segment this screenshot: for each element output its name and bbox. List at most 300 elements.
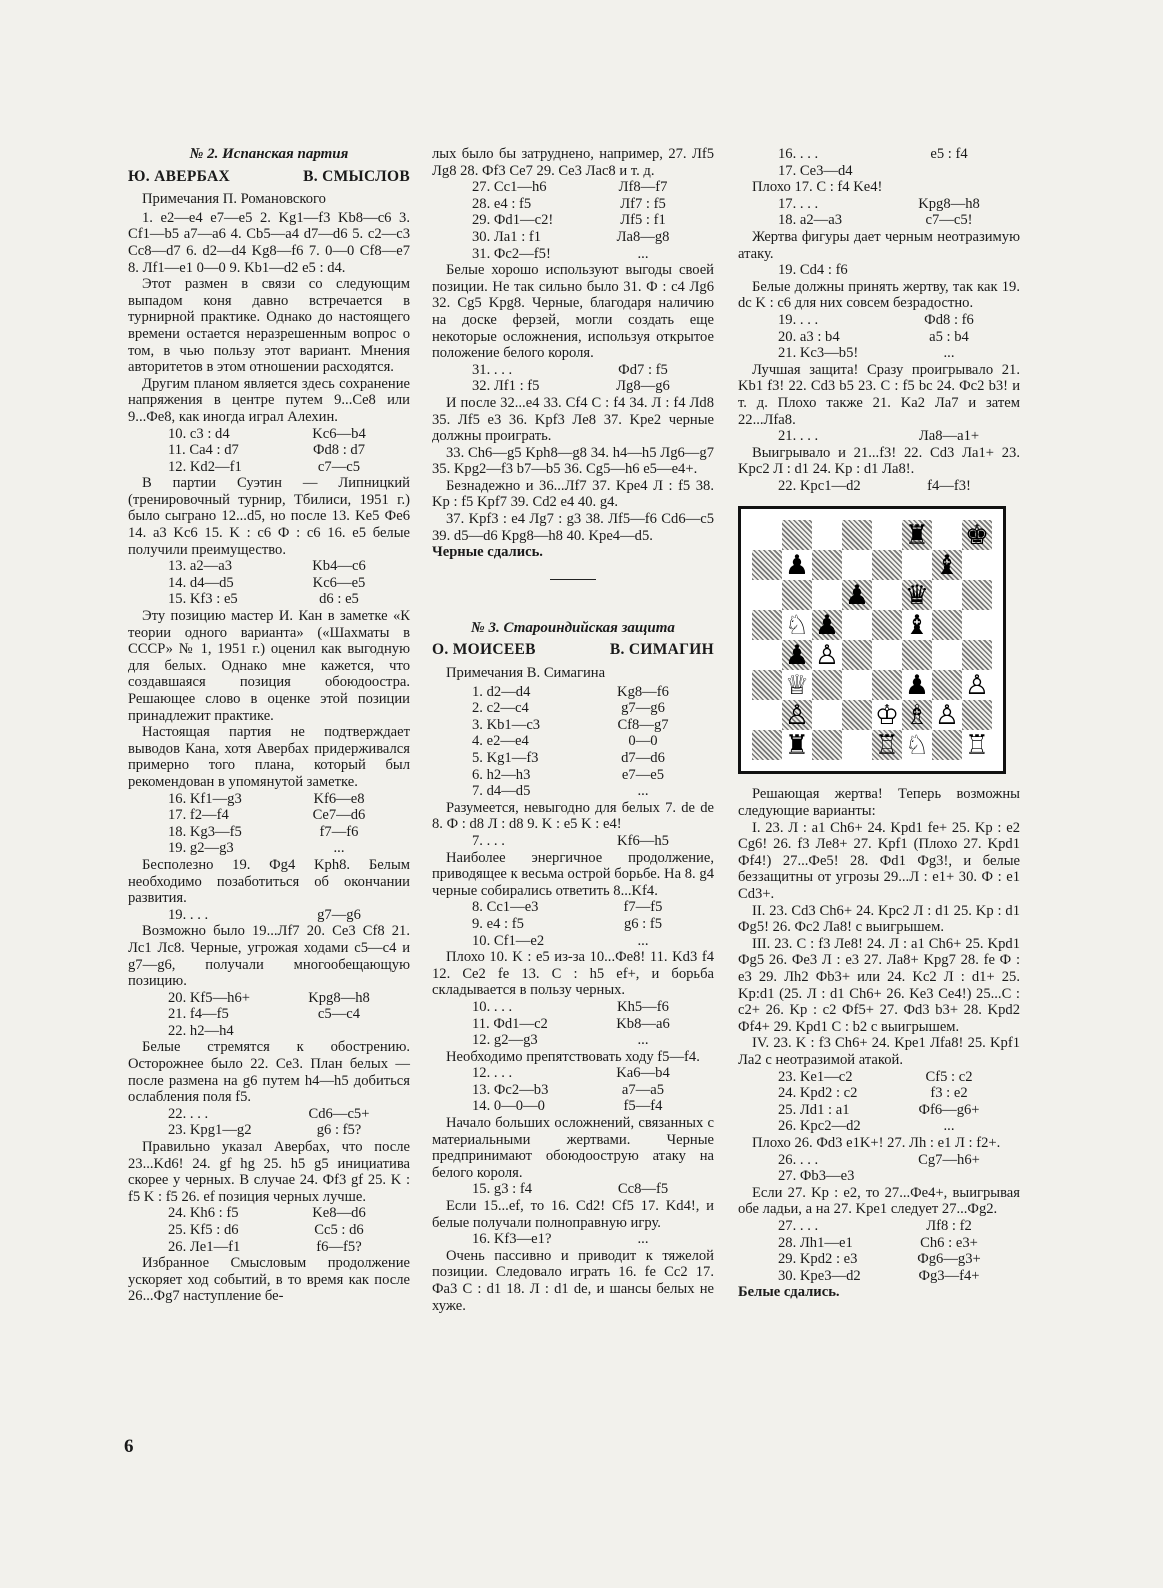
- move-row: [738, 428, 1020, 445]
- board-square: [812, 520, 842, 550]
- paragraph: Жертва фигуры дает черным неотразимую атаку.: [738, 228, 1020, 262]
- move-list: [128, 426, 410, 476]
- chess-piece: ♝: [934, 549, 960, 581]
- black-move: a7—a5: [621, 1081, 665, 1098]
- move-row: [432, 1181, 714, 1198]
- chess-piece: ♜: [904, 519, 930, 551]
- black-move: ...: [637, 245, 649, 262]
- move-row: [128, 791, 410, 808]
- paragraph: Правильно указал Авербах, что после 23...Kd6! 24. gf hg 25. h5 g5 инициатива скорее у черных. В случае 24. Фf3 gf 25. K : f5 K : f5 26. ef позиция черных лучше.: [128, 1139, 410, 1205]
- white-move: 22. Kpc1—d2: [778, 477, 861, 494]
- paragraph: В партии Суэтин — Липницкий (тренировочный турнир, Тбилиси, 1951 г.) было сыграно 12...d5, но после 13. Ke5 Фe6 14. a3 Kc6 15. K : c6 Ф : c6 16. e5 белые получили преимущество.: [128, 475, 410, 558]
- move-list: [738, 1218, 1020, 1284]
- board-square: [752, 610, 782, 640]
- board-square: [872, 730, 902, 760]
- chess-piece: ♜: [784, 729, 810, 761]
- board-square: [842, 640, 872, 670]
- board-square: [752, 640, 782, 670]
- board-square: [842, 520, 872, 550]
- move-row: [128, 807, 410, 824]
- white-move: 1. d2—d4: [472, 683, 531, 700]
- move-list: [432, 1231, 714, 1248]
- board-square: [782, 670, 812, 700]
- board-square: [812, 640, 842, 670]
- white-move: 19. g2—g3: [168, 840, 234, 857]
- move-row: [128, 1205, 410, 1222]
- white-move: 8. Cc1—e3: [472, 899, 539, 916]
- board-square: [752, 550, 782, 580]
- paragraph: Белые стремятся к обострению. Осторожнее было 22. Ce3. План белых — после размена на g6 путем h4—h5 добиться ослабления поля f5.: [128, 1039, 410, 1106]
- board-square: [752, 730, 782, 760]
- paragraph: IV. 23. K : f3 Ch6+ 24. Kpe1 Лfa8! 25. Kpf1 Лa2 с неотразимой атакой.: [738, 1035, 1020, 1068]
- white-move: 28. e4 : f5: [472, 195, 532, 212]
- black-move: Лf7 : f5: [620, 195, 666, 212]
- move-row: [128, 591, 410, 608]
- black-move: f4—f3!: [927, 477, 971, 494]
- black-move: a5 : b4: [929, 328, 969, 345]
- column-3: [738, 146, 1020, 1301]
- move-list: [738, 428, 1020, 445]
- move-row: [128, 426, 410, 443]
- move-row: [128, 1006, 410, 1023]
- board-square: [902, 580, 932, 610]
- move-row: [128, 907, 410, 924]
- move-row: [432, 212, 714, 229]
- board-square: [782, 610, 812, 640]
- move-list: [128, 990, 410, 1040]
- black-move: Лg8—g6: [616, 378, 670, 395]
- black-move: ...: [333, 840, 345, 857]
- paragraph: Эту позицию мастер И. Кан в заметке «К теории одного варианта» («Шахматы в СССР» № 1, 1951 г.) оценил как выгодную для белых. Однако мне кажется, что создавшаяся позиция обоюдоостра. Решающее слово в оценке этой позиции принадлежит практике.: [128, 608, 410, 724]
- board-square: [752, 670, 782, 700]
- chess-piece: ♟: [844, 579, 870, 611]
- move-row: [738, 312, 1020, 329]
- white-move: 10. Cf1—e2: [472, 932, 545, 949]
- board-square: [842, 670, 872, 700]
- chess-piece: ♘: [904, 729, 930, 761]
- move-row: [128, 558, 410, 575]
- move-row: [738, 1152, 1020, 1169]
- move-row: [738, 1085, 1020, 1102]
- move-row: [432, 1231, 714, 1248]
- white-move: 6. h2—h3: [472, 766, 531, 783]
- board-square: [962, 700, 992, 730]
- white-move: 22. h2—h4: [168, 1022, 234, 1039]
- black-move: Фd8 : d7: [312, 442, 366, 459]
- move-row: [128, 1023, 410, 1040]
- black-move: [268, 1023, 410, 1040]
- black-move: f3 : e2: [930, 1085, 968, 1102]
- black-move: Kf6—h5: [617, 832, 669, 849]
- board-square: [842, 580, 872, 610]
- black-move: 0—0: [628, 733, 658, 750]
- column-1: [128, 146, 410, 1305]
- paragraph: Если 15...ef, то 16. Cd2! Cf5 17. Kd4!, и белые получали полноправную игру.: [432, 1198, 714, 1231]
- board-square: [962, 580, 992, 610]
- board-square: [782, 520, 812, 550]
- board-square: [842, 550, 872, 580]
- black-move: e7—e5: [621, 766, 665, 783]
- black-move: ...: [637, 783, 649, 800]
- white-move: 27. Фb3—e3: [778, 1168, 855, 1185]
- column-2: [432, 146, 714, 1314]
- move-list: [128, 907, 410, 924]
- chess-piece: ♙: [934, 699, 960, 731]
- move-row: [738, 1102, 1020, 1119]
- chess-piece: ♖: [874, 729, 900, 761]
- paragraph: Возможно было 19...Лf7 20. Ce3 Cf8 21. Лc1 Лc8. Черные, угрожая ходами c5—c4 и g7—g6, получали многообещающую позицию.: [128, 923, 410, 990]
- move-row: [738, 1218, 1020, 1235]
- move-row: [432, 999, 714, 1016]
- move-row: [738, 1235, 1020, 1252]
- board-square: [872, 520, 902, 550]
- black-move: ...: [637, 1231, 649, 1248]
- move-row: [432, 1098, 714, 1115]
- board-square: [962, 640, 992, 670]
- black-move: Cc5 : d6: [314, 1222, 364, 1238]
- black-move: Лa8—a1+: [918, 428, 980, 445]
- white-move: 27. Cc1—h6: [472, 179, 547, 196]
- board-square: [902, 520, 932, 550]
- white-move: 4. e2—e4: [472, 733, 529, 750]
- black-move: Kf6—e8: [313, 790, 365, 807]
- board-square: [932, 640, 962, 670]
- move-row: [432, 750, 714, 767]
- move-row: [738, 1118, 1020, 1135]
- black-move: Cg7—h6+: [918, 1151, 980, 1168]
- move-row: [738, 196, 1020, 213]
- black-move: Cd6—c5+: [308, 1105, 370, 1122]
- move-list: [432, 179, 714, 262]
- move-row: [738, 345, 1020, 362]
- black-move: g6 : f5?: [316, 1122, 362, 1139]
- white-move: 21. . . .: [778, 428, 819, 445]
- move-row: [432, 1082, 714, 1099]
- chess-piece: ♙: [784, 699, 810, 731]
- move-row: [738, 212, 1020, 229]
- move-row: [432, 684, 714, 701]
- black-move: Лa8—g8: [616, 228, 670, 245]
- move-row: [432, 767, 714, 784]
- white-move: 26. Kpc2—d2: [778, 1118, 861, 1135]
- paragraph: III. 23. C : f3 Лe8! 24. Л : a1 Ch6+ 25. Kpd1 Фg5 26. Фe3 Л : e3 27. Лa8+ Kpg7 28. fe Ф : e3 29. Лh2 Фb3+ или 24. Kc2 Л : d1+ 25. Kp:d1 (25. Л : d1 Ch6+ 26. Ke3 Ce4!) 25...C : c2+ 26. Kp : c2 Фf5+ 27. Фd3 b3+ 28. Kpd2 Фf4+ 29. Kpd1 C : b2 с выигрышем.: [738, 935, 1020, 1035]
- paragraph: И после 32...e4 33. Cf4 C : f4 34. Л : f4 Лd8 35. Лf5 e3 36. Kpf3 Лe8 37. Kpe2 черные должны проиграть.: [432, 394, 714, 445]
- move-list: [738, 146, 1020, 179]
- black-move: g7—g6: [317, 906, 361, 923]
- board-square: [932, 520, 962, 550]
- move-row: [128, 442, 410, 459]
- move-row: [432, 933, 714, 950]
- chess-piece: ♔: [874, 699, 900, 731]
- move-row: [432, 717, 714, 734]
- white-move: 17. f2—f4: [168, 807, 229, 824]
- paragraph: 33. Ch6—g5 Kph8—g8 34. h4—h5 Лg6—g7 35. Kpg2—f3 b7—b5 36. Cg5—h6 e5—e4+.: [432, 444, 714, 478]
- move-row: [432, 246, 714, 263]
- black-move: Kpg8—h8: [308, 989, 370, 1006]
- move-row: [128, 1222, 410, 1239]
- paragraph: Безнадежно и 36...Лf7 37. Kpe4 Л : f5 38. Kp : f5 Kpf7 39. Cd2 e4 40. g4.: [432, 477, 714, 511]
- board-square: [782, 580, 812, 610]
- board-square: [872, 700, 902, 730]
- black-move: d6 : e5: [319, 591, 359, 608]
- black-move: c7—c5: [317, 458, 361, 475]
- chess-diagram: [738, 506, 1020, 774]
- move-row: [432, 733, 714, 750]
- board-square: [812, 610, 842, 640]
- move-row: [738, 1268, 1020, 1285]
- paragraph: Наиболее энергичное продолжение, приводящее к весьма острой борьбе. На 8. g4 черные собирались ответить 8...Kf4.: [432, 849, 714, 899]
- paragraph: Плохо 17. C : f4 Ke4!: [752, 179, 883, 196]
- move-row: [738, 329, 1020, 346]
- board-square: [782, 550, 812, 580]
- paragraph: II. 23. Cd3 Ch6+ 24. Kpc2 Л : d1 25. Kp : d1 Фg5! 26. Фc2 Лa8! с выигрышем.: [738, 902, 1020, 936]
- move-row: [128, 840, 410, 857]
- move-row: [432, 1032, 714, 1049]
- board-square: [812, 730, 842, 760]
- board-square: [962, 520, 992, 550]
- divider: [550, 579, 596, 580]
- game-heading: № 3. Староиндийская защита: [471, 619, 675, 636]
- board-square: [812, 700, 842, 730]
- chess-piece: ♙: [814, 639, 840, 671]
- paragraph: Белые должны принять жертву, так как 19. dc K : c6 для них совсем безрадостно.: [738, 278, 1020, 312]
- board-square: [932, 550, 962, 580]
- white-move: 29. Фd1—c2!: [472, 212, 554, 229]
- board-square: [962, 670, 992, 700]
- paragraph: Настоящая партия не подтверждает выводов Кана, хотя Авербах придерживался примерно того плана, который был рекомендован в упомянутой заметке.: [128, 724, 410, 790]
- black-move: Фf6—g6+: [918, 1101, 980, 1118]
- chess-piece: ♙: [964, 669, 990, 701]
- board-square: [932, 730, 962, 760]
- black-move: d7—d6: [621, 750, 665, 766]
- game-heading: № 2. Испанская партия: [189, 146, 349, 162]
- black-move: ...: [637, 932, 649, 949]
- move-row: [128, 1122, 410, 1139]
- white-move: 7. d4—d5: [472, 783, 531, 800]
- move-list: [128, 558, 410, 608]
- move-row: [738, 1069, 1020, 1086]
- board-square: [872, 640, 902, 670]
- white-move: 18. Kg3—f5: [168, 823, 242, 840]
- white-move: 17. Ce3—d4: [778, 162, 853, 179]
- white-move: 24. Kpd2 : c2: [778, 1085, 858, 1102]
- board-square: [962, 610, 992, 640]
- white-move: 19. . . .: [778, 311, 819, 328]
- paragraph: Начало больших осложнений, связанных с материальными жертвами. Черные предпринимают обоюдоострую атаку на белого короля.: [432, 1115, 714, 1181]
- white-move: 17. . . .: [778, 195, 819, 212]
- black-move: ...: [943, 345, 955, 362]
- white-move: 13. Фc2—b3: [472, 1081, 549, 1098]
- board-square: [962, 550, 992, 580]
- board-square: [902, 550, 932, 580]
- move-row: [738, 262, 1020, 279]
- black-player: В. СМЫСЛОВ: [303, 167, 410, 185]
- black-move: Лf5 : f1: [620, 212, 666, 229]
- paragraph: 37. Kpf3 : e4 Лg7 : g3 38. Лf5—f6 Cd6—c5 39. d5—d6 Kpg8—h8 40. Kpe4—d5.: [432, 511, 714, 544]
- white-move: 16. . . .: [778, 146, 819, 162]
- move-row: [738, 146, 1020, 163]
- paragraph: Решающая жертва! Теперь возможны следующие варианты:: [738, 786, 1020, 820]
- board-square: [812, 580, 842, 610]
- white-move: 32. Лf1 : f5: [472, 378, 540, 395]
- white-move: 12. Kd2—f1: [168, 458, 242, 475]
- white-move: 26. . . .: [778, 1151, 819, 1168]
- white-move: 20. a3 : b4: [778, 328, 840, 345]
- black-move: Kh5—f6: [617, 998, 669, 1015]
- black-move: [878, 163, 1020, 180]
- white-player: Ю. АВЕРБАХ: [128, 167, 230, 185]
- black-move: c7—c5!: [925, 212, 973, 229]
- board-square: [842, 700, 872, 730]
- board-square: [872, 580, 902, 610]
- paragraph: Этот размен в связи со следующим выпадом коня давно встречается в турнирной практике. Однако до настоящего времени остается неразрешенным вопрос о том, в чью пользу этот вариант. Мнения авторитетов в этом отношении расходятся.: [128, 276, 410, 376]
- white-move: 10. c3 : d4: [168, 425, 230, 442]
- white-move: 16. Kf1—g3: [168, 790, 242, 807]
- board-square: [932, 670, 962, 700]
- black-move: f6—f5?: [316, 1238, 362, 1255]
- move-list: [432, 362, 714, 395]
- move-row: [432, 179, 714, 196]
- chess-piece: ♖: [964, 729, 990, 761]
- move-row: [128, 459, 410, 476]
- board-square: [902, 730, 932, 760]
- white-move: 9. e4 : f5: [472, 915, 524, 932]
- black-move: Kc6—e5: [312, 574, 366, 591]
- white-move: 10. . . .: [472, 998, 513, 1015]
- black-move: g7—g6: [621, 700, 665, 717]
- white-move: 14. 0—0—0: [472, 1098, 545, 1115]
- black-move: Cf8—g7: [617, 716, 669, 733]
- paragraph: Необходимо препятствовать ходу f5—f4.: [446, 1048, 700, 1065]
- board-square: [782, 640, 812, 670]
- move-list: [128, 1205, 410, 1255]
- chess-piece: ♟: [784, 549, 810, 581]
- black-move: e5 : f4: [930, 146, 968, 162]
- paragraph: Очень пассивно и приводит к тяжелой позиции. Следовало играть 16. fe Cc2 17. Фa3 C : d1 18. Л : d1 de, и шансы белых не хуже.: [432, 1247, 714, 1314]
- move-list: [738, 1152, 1020, 1185]
- game-result: Черные сдались.: [432, 544, 543, 561]
- white-move: 19. Cd4 : f6: [778, 262, 848, 279]
- black-move: f5—f4: [623, 1098, 663, 1115]
- move-row: [432, 1016, 714, 1033]
- white-move: 16. Kf3—e1?: [472, 1231, 552, 1248]
- chess-piece: ♚: [964, 519, 990, 551]
- black-move: Лf8 : f2: [926, 1217, 972, 1234]
- black-move: ...: [943, 1118, 955, 1135]
- white-move: 22. . . .: [168, 1105, 209, 1122]
- white-move: 29. Kpd2 : e3: [778, 1251, 858, 1268]
- black-move: [878, 262, 1020, 279]
- white-move: 21. f4—f5: [168, 1006, 229, 1023]
- page-number: 6: [124, 1436, 134, 1457]
- black-move: Фd8 : f6: [924, 311, 974, 328]
- paragraph: Избранное Смысловым продолжение ускоряет ход событий, в то время как после 26...Фg7 наступление бе-: [128, 1255, 410, 1305]
- black-move: Kc6—b4: [312, 425, 366, 442]
- black-move: f7—f5: [623, 899, 663, 916]
- white-move: 18. a2—a3: [778, 212, 843, 229]
- move-row: [432, 229, 714, 246]
- paragraph: лых было бы затруднено, например, 27. Лf5 Лg8 28. Фf3 Ce7 29. Ce3 Лac8 и т. д.: [432, 146, 714, 179]
- board-square: [962, 730, 992, 760]
- white-move: 26. Лe1—f1: [168, 1238, 241, 1255]
- black-move: c5—c4: [317, 1006, 361, 1023]
- paragraph: Бесполезно 19. Фg4 Kph8. Белым необходимо позаботиться об окончании развития.: [128, 856, 410, 907]
- board-square: [842, 730, 872, 760]
- paragraph: 1. e2—e4 e7—e5 2. Kg1—f3 Kb8—c6 3. Cf1—b5 a7—a6 4. Cb5—a4 d7—d6 5. c2—c3 Cc8—d7 6. d2—d4 Kg8—f6 7. 0—0 Cf8—e7 8. Лf1—e1 0—0 9. Kb1—d2 e5 : d4.: [128, 209, 410, 276]
- annotator: Примечания В. Симагина: [446, 665, 606, 682]
- black-move: f7—f6: [319, 823, 359, 840]
- board-square: [782, 700, 812, 730]
- black-move: Ke8—d6: [312, 1205, 366, 1222]
- paragraph: Лучшая защита! Сразу проигрывало 21. Kb1 f3! 22. Cd3 b5 23. C : f5 bc 24. Фc2 b3! и т. д. Плохо также 21. Ka2 Лa7 и затем 22...Лfa8.: [738, 361, 1020, 428]
- board-square: [872, 610, 902, 640]
- board-square: [872, 550, 902, 580]
- paragraph: Разумеется, невыгодно для белых 7. de de 8. Ф : d8 Л : d8 9. K : e5 K : e4!: [432, 799, 714, 833]
- black-move: Kpg8—h8: [918, 195, 980, 212]
- white-move: 30. Kpe3—d2: [778, 1267, 861, 1284]
- white-move: 23. Ke1—c2: [778, 1068, 853, 1085]
- players: [128, 169, 410, 186]
- move-list: [738, 262, 1020, 279]
- white-player: О. МОИСЕЕВ: [432, 641, 536, 659]
- paragraph: Другим планом является здесь сохранение напряжения в центре путем 9...Ce8 или 9...Фe8, как иногда играл Алехин.: [128, 375, 410, 425]
- white-move: 14. d4—d5: [168, 574, 234, 591]
- chess-piece: ♟: [784, 639, 810, 671]
- chess-piece: ♕: [784, 669, 810, 701]
- white-move: 3. Kb1—c3: [472, 716, 541, 733]
- black-move: Ka6—b4: [616, 1065, 670, 1082]
- paragraph: Если 27. Kp : e2, то 27...Фe4+, выигрывая обе ладьи, а на 27. Kpe1 следует 27...Фg2.: [738, 1184, 1020, 1218]
- board-square: [902, 700, 932, 730]
- move-list: [432, 1181, 714, 1198]
- white-move: 25. Лd1 : a1: [778, 1101, 850, 1118]
- black-move: Kg8—f6: [617, 683, 669, 700]
- chess-piece: ♝: [904, 609, 930, 641]
- white-move: 25. Kf5 : d6: [168, 1222, 239, 1238]
- white-move: 27. . . .: [778, 1217, 819, 1234]
- board-square: [902, 670, 932, 700]
- black-move: ...: [637, 1032, 649, 1049]
- board-square: [812, 670, 842, 700]
- paragraph: Выигрывало и 21...f3! 22. Cd3 Лa1+ 23. Kpc2 Л : d1 24. Kp : d1 Лa8!.: [738, 444, 1020, 478]
- black-move: g6 : f5: [623, 915, 663, 932]
- black-move: Фd7 : f5: [618, 361, 668, 378]
- move-row: [432, 700, 714, 717]
- move-row: [432, 833, 714, 850]
- paragraph: I. 23. Л : a1 Ch6+ 24. Kpd1 fe+ 25. Kp : e2 Cg6! 26. f3 Лe8+ 27. Kpf1 (Плохо 27. Kpd1 Фf4!) 27...Фe5! 28. Фd1 Фg3!, и белые беззащитны от угрозы 29...Л : e1+ 30. Ф : e1 Cd3+.: [738, 819, 1020, 903]
- move-row: [738, 1251, 1020, 1268]
- move-row: [738, 163, 1020, 180]
- white-move: 21. Kc3—b5!: [778, 345, 859, 362]
- board-square: [902, 640, 932, 670]
- white-move: 5. Kg1—f3: [472, 750, 539, 766]
- move-row: [432, 1065, 714, 1082]
- black-move: Kb8—a6: [616, 1015, 670, 1032]
- white-move: 28. Лh1—e1: [778, 1234, 853, 1251]
- black-move: Фg3—f4+: [918, 1267, 980, 1284]
- move-row: [738, 478, 1020, 495]
- move-list: [432, 684, 714, 800]
- white-move: 20. Kf5—h6+: [168, 989, 251, 1006]
- board-square: [872, 670, 902, 700]
- white-move: 12. . . .: [472, 1065, 513, 1082]
- move-list: [738, 478, 1020, 495]
- move-row: [432, 196, 714, 213]
- black-move: Kb4—c6: [312, 558, 366, 575]
- move-list: [128, 791, 410, 857]
- board-square: [902, 610, 932, 640]
- move-row: [432, 899, 714, 916]
